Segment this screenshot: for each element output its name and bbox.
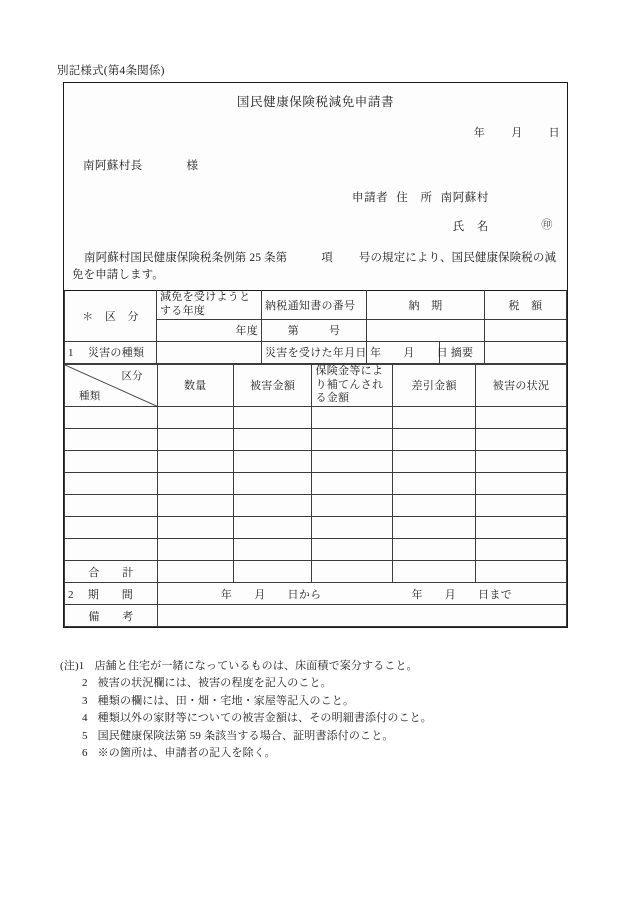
cell-deducted-header: 差引金額 (393, 364, 476, 406)
blank-cell-damage[interactable] (233, 473, 312, 495)
blank-cell-insurance[interactable] (312, 429, 393, 451)
period-from-month: 月 (254, 588, 266, 601)
blank-cell-quantity[interactable] (157, 495, 233, 517)
damage-header-row (65, 364, 567, 406)
address-label: 住 所 (396, 192, 433, 204)
blank-cell-insurance[interactable] (312, 495, 393, 517)
cell-remarks-row-label: 備 考 (65, 605, 158, 627)
blank-cell-type[interactable] (65, 451, 158, 473)
seal-icon: ㊞ (541, 219, 553, 231)
footnote-item (60, 728, 580, 745)
damage-blank-row[interactable] (65, 473, 567, 495)
cell-target-year-header: 減免を受けようとする年度 (157, 291, 262, 320)
form-header-area (64, 83, 567, 290)
blank-cell-insurance[interactable] (312, 517, 393, 539)
blank-cell-insurance[interactable] (312, 539, 393, 561)
cell-disaster-type-input[interactable] (157, 341, 262, 363)
cell-period-label (65, 583, 158, 605)
period-row (65, 583, 567, 605)
cell-tax-amount-input[interactable] (485, 319, 567, 341)
blank-cell-damage[interactable] (233, 429, 312, 451)
total-cell-quantity[interactable] (157, 561, 233, 583)
blank-cell-quantity[interactable] (157, 451, 233, 473)
disaster-type-row (65, 341, 567, 363)
split-label-shurui: 種類 (79, 391, 101, 403)
cell-notice-no-header: 納税通知書の番号 (262, 291, 367, 320)
footnote-text: ※の箇所は、申請者の記入を除く。 (97, 746, 276, 759)
footnote-text: 種類以外の家財等についての被害金額は、その明細書添付のこと。 (97, 712, 432, 725)
blank-cell-deducted[interactable] (393, 429, 476, 451)
total-cell-insurance[interactable] (312, 561, 393, 583)
header-date-line (64, 110, 567, 140)
blank-cell-quantity[interactable] (157, 407, 233, 429)
period-from-year: 年 (220, 588, 233, 601)
form-label: 別記様式(第4条関係) (57, 65, 165, 77)
blank-cell-quantity[interactable] (157, 473, 233, 495)
blank-cell-type[interactable] (65, 517, 158, 539)
cell-condition-header: 被害の状況 (476, 364, 567, 406)
damage-blank-row[interactable] (65, 517, 567, 539)
cell-disaster-date-label: 災害を受けた年月日 (262, 341, 367, 363)
notice-go-label: 号 (329, 325, 341, 338)
damage-blank-row[interactable] (65, 407, 567, 429)
blank-cell-deducted[interactable] (393, 473, 476, 495)
cell-disaster-date-fields (367, 341, 448, 363)
footnote-text: 国民健康保険法第 59 条該当する場合、証明書添付のこと。 (97, 729, 394, 742)
blank-cell-insurance[interactable] (312, 407, 393, 429)
blank-cell-deducted[interactable] (393, 539, 476, 561)
cell-damage-amount-header: 被害金額 (233, 364, 312, 406)
header-date-month: 月 (511, 127, 523, 139)
blank-cell-type[interactable] (65, 473, 158, 495)
footnote-text: 被害の状況欄には、被害の程度を記入のこと。 (97, 677, 332, 690)
cell-notice-number-fields (262, 319, 367, 341)
blank-cell-quantity[interactable] (157, 429, 233, 451)
footnotes-block (60, 658, 580, 762)
footnote-item (60, 658, 580, 675)
blank-cell-deducted[interactable] (393, 451, 476, 473)
damage-blank-row[interactable] (65, 429, 567, 451)
damage-total-row (65, 561, 567, 583)
footnote-text: 店舗と住宅が一緒になっているものは、床面積で案分すること。 (94, 660, 418, 672)
period-label-text: 期 間 (87, 588, 134, 601)
blank-cell-condition[interactable] (476, 517, 567, 539)
cell-remarks-row-input[interactable] (157, 605, 566, 627)
clause-statement (64, 234, 567, 290)
blank-cell-condition[interactable] (476, 473, 567, 495)
clause-part-1: 南阿蘇村国民健康保険税条例第 25 条第 (84, 252, 288, 264)
blank-cell-quantity[interactable] (157, 517, 233, 539)
applicant-name-line (64, 205, 567, 234)
footnote-number: 1 (78, 660, 85, 672)
cell-kubun-header: ＊ 区 分 (65, 291, 157, 342)
footnote-item (60, 710, 580, 727)
blank-cell-condition[interactable] (476, 407, 567, 429)
disaster-date-year: 年 (370, 347, 382, 360)
clause-part-2: 項 (321, 252, 333, 264)
blank-cell-type[interactable] (65, 429, 158, 451)
applicant-address-line (64, 173, 567, 205)
footnote-item (60, 745, 580, 762)
blank-cell-condition[interactable] (476, 539, 567, 561)
document-title: 国民健康保険税減免申請書 (236, 95, 395, 109)
cell-due-date-header: 納 期 (367, 291, 485, 320)
clause-part-4: 申請します。 (95, 268, 164, 281)
cell-insurance-header: 保険金等により補てんされる金額 (312, 364, 393, 406)
header-date-day: 日 (548, 127, 560, 139)
clause-part-3: 号の規定により、国民健康保険税の減免を (72, 252, 557, 281)
footnote-number: 2 (82, 677, 88, 690)
application-form-box (63, 82, 568, 628)
split-label-kubun: 区分 (121, 370, 143, 382)
blank-cell-damage[interactable] (233, 539, 312, 561)
footnote-number: 4 (82, 712, 88, 725)
damage-blank-row[interactable] (65, 451, 567, 473)
footnote-item (60, 693, 580, 710)
total-cell-condition[interactable] (476, 561, 567, 583)
cell-remarks-input[interactable] (485, 341, 567, 363)
addressee-name: 南阿蘇村長 (83, 160, 143, 172)
footnote-number: 5 (82, 729, 88, 742)
cell-period-fields[interactable] (157, 583, 566, 605)
blank-cell-condition[interactable] (476, 451, 567, 473)
period-to-year: 年 (411, 588, 423, 601)
footnote-number: 6 (82, 746, 88, 759)
cell-year-unit: 年度 (157, 319, 262, 341)
footnote-number: 3 (82, 694, 88, 707)
blank-cell-condition[interactable] (476, 429, 567, 451)
disaster-date-day: 日 (436, 347, 448, 360)
blank-cell-deducted[interactable] (393, 407, 476, 429)
footnote-text: 種類の欄には、田・畑・宅地・家屋等記入のこと。 (97, 694, 355, 707)
blank-cell-damage[interactable] (233, 451, 312, 473)
cell-tax-amount-header: 税 額 (485, 291, 567, 320)
blank-cell-damage[interactable] (233, 517, 312, 539)
applicant-label: 申請者 (351, 192, 389, 204)
notice-dai-label: 第 (287, 325, 299, 338)
cell-due-date-input[interactable] (367, 319, 485, 341)
period-to-month: 月 (444, 588, 457, 601)
blank-cell-type[interactable] (65, 495, 158, 517)
blank-cell-type[interactable] (65, 407, 158, 429)
blank-cell-condition[interactable] (476, 495, 567, 517)
cell-quantity-header: 数量 (157, 364, 233, 406)
header-date-year: 年 (473, 127, 486, 139)
period-row-index: 2 (68, 588, 74, 601)
classification-header-row (65, 291, 567, 320)
addressee-line (64, 140, 567, 173)
address-value: 南阿蘇村 (440, 192, 489, 204)
blank-cell-deducted[interactable] (393, 517, 476, 539)
disaster-type-text: 災害の種類 (87, 347, 145, 360)
footnote-prefix: (注) (60, 660, 79, 672)
footnote-item (60, 675, 580, 692)
damage-detail-table (64, 364, 567, 627)
period-from-day: 日から (287, 588, 322, 601)
period-to-day: 日まで (478, 588, 512, 601)
blank-cell-insurance[interactable] (312, 473, 393, 495)
blank-cell-type[interactable] (65, 539, 158, 561)
cell-remarks-label: 摘要 (440, 341, 485, 363)
disaster-date-month: 月 (403, 347, 415, 360)
damage-blank-row[interactable] (65, 495, 567, 517)
classification-table (64, 290, 567, 364)
cell-total-label: 合 計 (65, 561, 158, 583)
total-cell-deducted[interactable] (393, 561, 476, 583)
damage-blank-row[interactable] (65, 539, 567, 561)
blank-cell-insurance[interactable] (312, 451, 393, 473)
cell-kubun-shurui-split (65, 364, 158, 406)
addressee-honorific: 様 (186, 160, 199, 172)
cell-disaster-type-label (65, 341, 157, 363)
total-cell-damage[interactable] (233, 561, 312, 583)
name-label: 氏 名 (452, 221, 489, 233)
disaster-row-index: 1 (68, 347, 74, 360)
remarks-row (65, 605, 567, 627)
blank-cell-quantity[interactable] (157, 539, 233, 561)
blank-cell-damage[interactable] (233, 495, 312, 517)
blank-cell-deducted[interactable] (393, 495, 476, 517)
blank-cell-damage[interactable] (233, 407, 312, 429)
